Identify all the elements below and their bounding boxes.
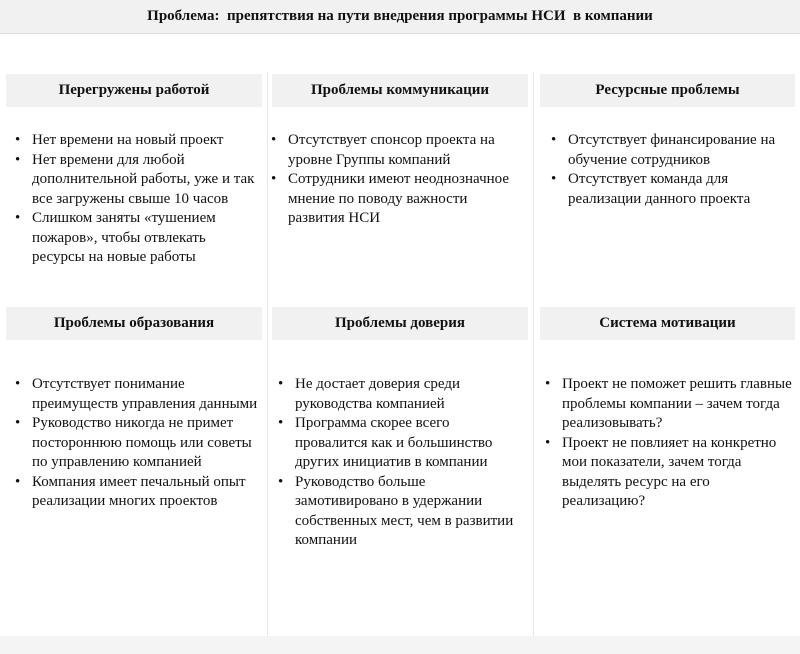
card-list-communication: [268, 131, 524, 229]
footer-strip: [0, 636, 800, 654]
list-item: • Отсутствует спонсор проекта на уровне Группы компаний: [268, 131, 524, 170]
card-list-trust: [275, 375, 520, 551]
list-item: • Отсутствует финансирование на обучение сотрудников: [548, 131, 798, 170]
list-item: • Отсутствует понимание преимуществ управления данными: [12, 375, 262, 414]
list-item: • Нет времени на новый проект: [12, 131, 262, 151]
list-item: • Программа скорее всего провалится как и большинство других инициатив в компании: [275, 414, 520, 473]
column-divider: [533, 72, 534, 654]
card-list-overloaded: [12, 131, 262, 268]
list-item: • Отсутствует команда для реализации данного проекта: [548, 170, 798, 209]
list-item: • Руководство никогда не примет постороннюю помощь или советы по управлению компанией: [12, 414, 262, 473]
card-heading-trust: Проблемы доверия: [272, 307, 528, 340]
card-heading-overloaded: Перегружены работой: [6, 74, 262, 107]
card-heading-education: Проблемы образования: [6, 307, 262, 340]
card-list-education: [12, 375, 262, 512]
list-item: • Слишком заняты «тушением пожаров», чтобы отвлекать ресурсы на новые работы: [12, 209, 262, 268]
list-item: • Не достает доверия среди руководства компанией: [275, 375, 520, 414]
card-heading-communication: Проблемы коммуникации: [272, 74, 528, 107]
card-list-motivation: [542, 375, 794, 512]
list-item: • Проект не повлияет на конкретно мои показатели, зачем тогда выделять ресурс на его реализацию?: [542, 434, 794, 512]
list-item: • Сотрудники имеют неоднозначное мнение по поводу важности развития НСИ: [268, 170, 524, 229]
page-title: Проблема: препятствия на пути внедрения программы НСИ в компании: [0, 0, 800, 34]
card-heading-motivation: Система мотивации: [540, 307, 795, 340]
list-item: • Компания имеет печальный опыт реализации многих проектов: [12, 473, 262, 512]
list-item: • Проект не поможет решить главные проблемы компании – зачем тогда реализовывать?: [542, 375, 794, 434]
card-list-resources: [548, 131, 798, 209]
list-item: • Руководство больше замотивировано в удержании собственных мест, чем в развитии компании: [275, 473, 520, 551]
list-item: • Нет времени для любой дополнительной работы, уже и так все загружены свыше 10 часов: [12, 151, 262, 210]
card-heading-resources: Ресурсные проблемы: [540, 74, 795, 107]
